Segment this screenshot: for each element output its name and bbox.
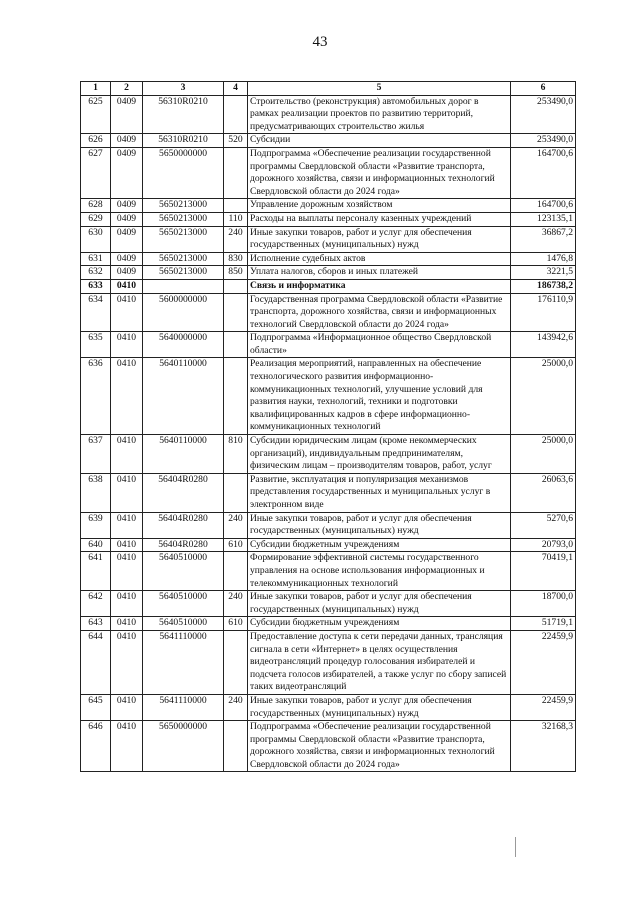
cell-num: 625 [81, 95, 111, 134]
cell-num: 637 [81, 435, 111, 474]
cell-name: Государственная программа Свердловской области «Развитие транспорта, дорожного хозяйства, связи и информационных технологий Свердловской области до 2024 года» [248, 293, 511, 332]
cell-name: Иные закупки товаров, работ и услуг для обеспечения государственных (муниципальных) нужд [248, 694, 511, 720]
cell-csr: 5650213000 [143, 252, 224, 266]
cell-num: 635 [81, 332, 111, 358]
cell-name: Управление дорожным хозяйством [248, 199, 511, 213]
cell-name: Подпрограмма «Информационное общество Свердловской области» [248, 332, 511, 358]
cell-sum: 25000,0 [511, 358, 576, 435]
cell-vr [224, 95, 248, 134]
cell-csr [143, 279, 224, 293]
table-row [81, 95, 576, 134]
table-row [81, 435, 576, 474]
table-row [81, 332, 576, 358]
cell-sum: 70419,1 [511, 552, 576, 591]
cell-sum: 186738,2 [511, 279, 576, 293]
cell-section: 0410 [111, 721, 143, 772]
cell-num: 627 [81, 147, 111, 198]
cell-section: 0409 [111, 199, 143, 213]
cell-section: 0409 [111, 134, 143, 148]
table-row [81, 226, 576, 252]
cell-vr: 830 [224, 252, 248, 266]
cell-name: Субсидии бюджетным учреждениям [248, 538, 511, 552]
cell-sum: 5270,6 [511, 512, 576, 538]
cell-num: 630 [81, 226, 111, 252]
cell-vr [224, 721, 248, 772]
cell-vr: 240 [224, 591, 248, 617]
cell-section: 0410 [111, 512, 143, 538]
cell-name: Строительство (реконструкция) автомобильных дорог в рамках реализации проектов по развитию территорий, предусматривающих строительство жилья [248, 95, 511, 134]
table-row [81, 293, 576, 332]
table-row [81, 212, 576, 226]
table-row [81, 473, 576, 512]
cell-section: 0410 [111, 630, 143, 694]
cell-csr: 5650213000 [143, 199, 224, 213]
column-header: 4 [224, 82, 248, 96]
cell-sum: 253490,0 [511, 95, 576, 134]
cell-sum: 26063,6 [511, 473, 576, 512]
cell-vr [224, 147, 248, 198]
scan-mark [515, 837, 516, 857]
cell-sum: 164700,6 [511, 147, 576, 198]
cell-name: Иные закупки товаров, работ и услуг для обеспечения государственных (муниципальных) нужд [248, 591, 511, 617]
cell-num: 645 [81, 694, 111, 720]
table-row [81, 147, 576, 198]
table-row [81, 552, 576, 591]
cell-vr [224, 630, 248, 694]
cell-vr: 240 [224, 226, 248, 252]
budget-table [80, 81, 576, 772]
cell-num: 626 [81, 134, 111, 148]
cell-section: 0410 [111, 538, 143, 552]
cell-section: 0410 [111, 694, 143, 720]
cell-vr [224, 279, 248, 293]
table-row [81, 617, 576, 631]
cell-section: 0410 [111, 591, 143, 617]
cell-sum: 3221,5 [511, 266, 576, 280]
cell-csr: 56310R0210 [143, 134, 224, 148]
table-row [81, 721, 576, 772]
cell-vr [224, 358, 248, 435]
table-body [81, 95, 576, 772]
table-row [81, 512, 576, 538]
cell-num: 641 [81, 552, 111, 591]
cell-num: 639 [81, 512, 111, 538]
cell-csr: 5640110000 [143, 358, 224, 435]
cell-csr: 5650000000 [143, 147, 224, 198]
cell-vr: 240 [224, 694, 248, 720]
cell-name: Субсидии [248, 134, 511, 148]
cell-vr [224, 473, 248, 512]
cell-sum: 36867,2 [511, 226, 576, 252]
cell-section: 0409 [111, 226, 143, 252]
cell-num: 642 [81, 591, 111, 617]
cell-name: Иные закупки товаров, работ и услуг для обеспечения государственных (муниципальных) нужд [248, 226, 511, 252]
cell-sum: 143942,6 [511, 332, 576, 358]
table-row [81, 358, 576, 435]
column-header: 5 [248, 82, 511, 96]
cell-vr [224, 552, 248, 591]
cell-name: Расходы на выплаты персоналу казенных учреждений [248, 212, 511, 226]
cell-sum: 51719,1 [511, 617, 576, 631]
cell-vr: 110 [224, 212, 248, 226]
cell-csr: 5641110000 [143, 630, 224, 694]
cell-num: 638 [81, 473, 111, 512]
cell-sum: 253490,0 [511, 134, 576, 148]
cell-name: Реализация мероприятий, направленных на обеспечение технологического развития информационно-коммуникационных технологий, улучшение условий для развития науки, технологий, техники и подготовки квалифицированных кадров в сфере информационно-коммуникационных технологий [248, 358, 511, 435]
cell-vr: 850 [224, 266, 248, 280]
cell-csr: 5650213000 [143, 266, 224, 280]
cell-section: 0410 [111, 473, 143, 512]
cell-csr: 5650213000 [143, 226, 224, 252]
cell-num: 633 [81, 279, 111, 293]
cell-sum: 22459,9 [511, 630, 576, 694]
cell-sum: 164700,6 [511, 199, 576, 213]
cell-name: Иные закупки товаров, работ и услуг для обеспечения государственных (муниципальных) нужд [248, 512, 511, 538]
cell-num: 643 [81, 617, 111, 631]
cell-section: 0409 [111, 147, 143, 198]
cell-num: 631 [81, 252, 111, 266]
cell-sum: 20793,0 [511, 538, 576, 552]
cell-num: 634 [81, 293, 111, 332]
table-row [81, 591, 576, 617]
cell-vr: 610 [224, 538, 248, 552]
table-row [81, 694, 576, 720]
column-header: 2 [111, 82, 143, 96]
cell-name: Исполнение судебных актов [248, 252, 511, 266]
cell-section: 0410 [111, 332, 143, 358]
cell-section: 0410 [111, 435, 143, 474]
cell-name: Развитие, эксплуатация и популяризация механизмов представления государственных и муниципальных услуг в электронном виде [248, 473, 511, 512]
cell-sum: 25000,0 [511, 435, 576, 474]
cell-csr: 5640510000 [143, 552, 224, 591]
table-row [81, 266, 576, 280]
cell-name: Предоставление доступа к сети передачи данных, трансляция сигнала в сети «Интернет» в целях осуществления видеотрансляций процедур голосования избирателей и подсчета голосов избирателей, а также услуг по сбору записей таких видеотрансляций [248, 630, 511, 694]
cell-name: Субсидии юридическим лицам (кроме некоммерческих организаций), индивидуальным предпринимателям, физическим лицам – производителям товаров, работ, услуг [248, 435, 511, 474]
table-row [81, 134, 576, 148]
cell-section: 0409 [111, 266, 143, 280]
cell-csr: 5650000000 [143, 721, 224, 772]
table-row [81, 252, 576, 266]
cell-num: 644 [81, 630, 111, 694]
cell-csr: 56310R0210 [143, 95, 224, 134]
cell-sum: 176110,9 [511, 293, 576, 332]
cell-num: 629 [81, 212, 111, 226]
cell-sum: 18700,0 [511, 591, 576, 617]
cell-vr [224, 332, 248, 358]
cell-name: Формирование эффективной системы государственного управления на основе использования информационных и телекоммуникационных технологий [248, 552, 511, 591]
cell-csr: 56404R0280 [143, 538, 224, 552]
column-header: 1 [81, 82, 111, 96]
cell-name: Подпрограмма «Обеспечение реализации государственной программы Свердловской области «Развитие транспорта, дорожного хозяйства, связи и информационных технологий Свердловской области до 2024 года» [248, 721, 511, 772]
cell-name: Уплата налогов, сборов и иных платежей [248, 266, 511, 280]
page-number: 43 [312, 34, 328, 50]
cell-csr: 5640510000 [143, 617, 224, 631]
cell-vr [224, 199, 248, 213]
cell-csr: 5640000000 [143, 332, 224, 358]
cell-section: 0410 [111, 358, 143, 435]
cell-name: Связь и информатика [248, 279, 511, 293]
cell-section: 0410 [111, 293, 143, 332]
cell-num: 628 [81, 199, 111, 213]
cell-vr: 240 [224, 512, 248, 538]
cell-csr: 56404R0280 [143, 512, 224, 538]
cell-sum: 32168,3 [511, 721, 576, 772]
cell-num: 646 [81, 721, 111, 772]
cell-sum: 22459,9 [511, 694, 576, 720]
cell-csr: 5650213000 [143, 212, 224, 226]
cell-section: 0409 [111, 212, 143, 226]
cell-csr: 5641110000 [143, 694, 224, 720]
column-header: 3 [143, 82, 224, 96]
cell-num: 640 [81, 538, 111, 552]
cell-section: 0410 [111, 617, 143, 631]
table-row [81, 538, 576, 552]
cell-vr: 810 [224, 435, 248, 474]
table-row [81, 279, 576, 293]
table-header-row [81, 82, 576, 96]
cell-csr: 5640110000 [143, 435, 224, 474]
cell-csr: 5640510000 [143, 591, 224, 617]
table-row [81, 199, 576, 213]
cell-sum: 123135,1 [511, 212, 576, 226]
cell-name: Субсидии бюджетным учреждениям [248, 617, 511, 631]
cell-csr: 5600000000 [143, 293, 224, 332]
cell-num: 636 [81, 358, 111, 435]
cell-vr: 610 [224, 617, 248, 631]
cell-num: 632 [81, 266, 111, 280]
column-header: 6 [511, 82, 576, 96]
cell-vr: 520 [224, 134, 248, 148]
cell-name: Подпрограмма «Обеспечение реализации государственной программы Свердловской области «Развитие транспорта, дорожного хозяйства, связи и информационных технологий Свердловской области до 2024 года» [248, 147, 511, 198]
cell-section: 0410 [111, 279, 143, 293]
table-row [81, 630, 576, 694]
cell-csr: 56404R0280 [143, 473, 224, 512]
cell-section: 0409 [111, 252, 143, 266]
cell-vr [224, 293, 248, 332]
cell-section: 0410 [111, 552, 143, 591]
cell-sum: 1476,8 [511, 252, 576, 266]
cell-section: 0409 [111, 95, 143, 134]
